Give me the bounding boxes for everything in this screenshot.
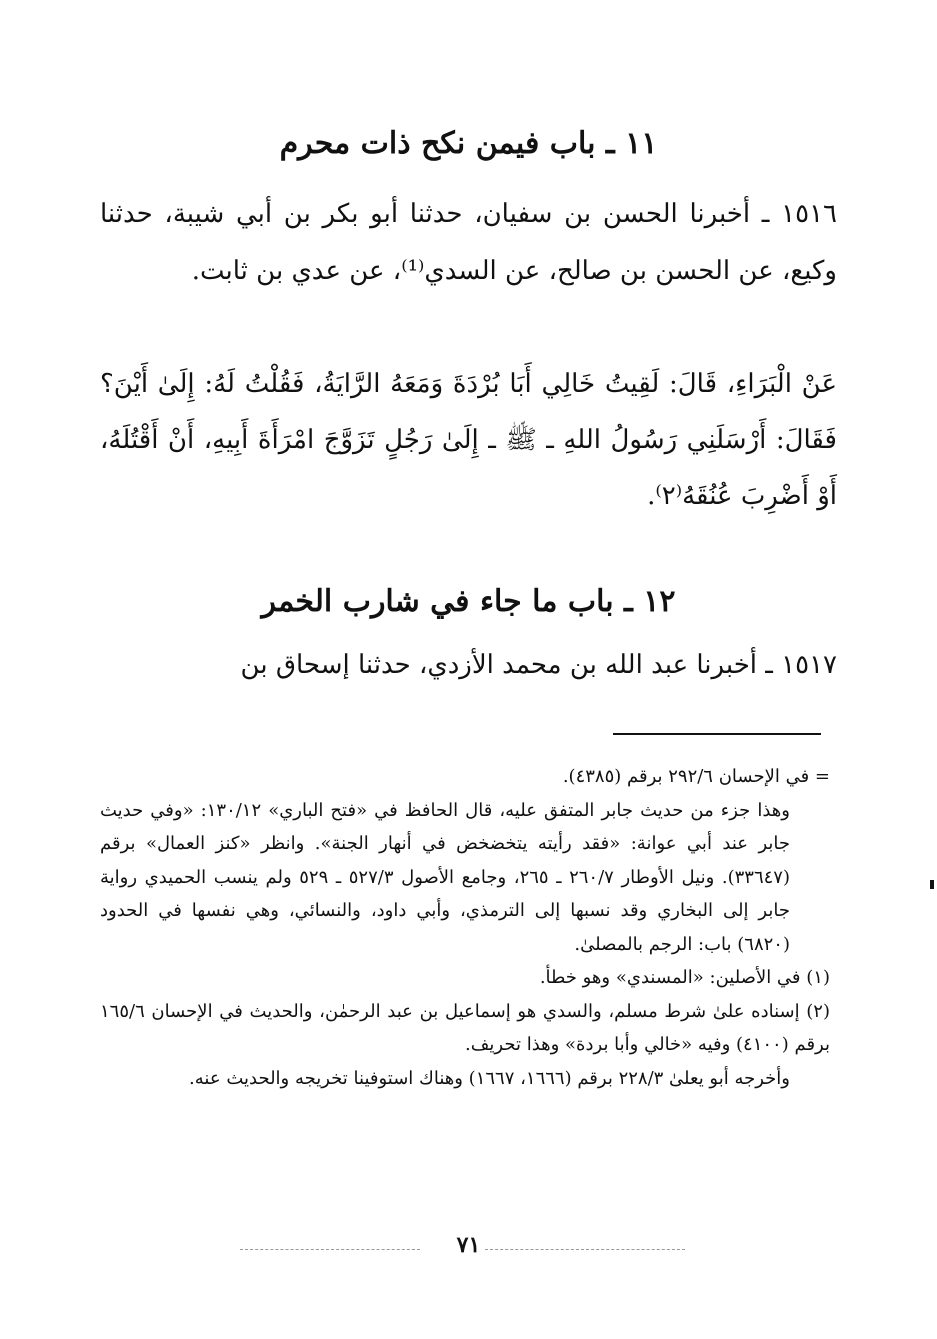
chapter-11-heading: ١١ ـ باب فيمن نكح ذات محرم — [279, 126, 658, 161]
footnote-2: (٢) إسناده علىٰ شرط مسلم، والسدي هو إسماعيل بن عبد الرحمٰن، والحديث في الإحسان ١٦٥/٦ برقم (٤١٠٠) وفيه «خالي وأبا بردة» وهذا تحريف. — [100, 1000, 830, 1055]
hadith-1517-isnad: ١٥١٧ ـ أخبرنا عبد الله بن محمد الأزدي، حدثنا إسحاق بن — [240, 650, 837, 680]
chapter-12-heading: ١٢ ـ باب ما جاء في شارب الخمر — [261, 584, 676, 619]
page-number: ٧١ — [456, 1232, 481, 1258]
scan-mark — [930, 880, 934, 889]
hadith-1516-isnad: ١٥١٦ ـ أخبرنا الحسن بن سفيان، حدثنا أبو بكر بن أبي شيبة، حدثنا وكيع، عن الحسن بن صالح، عن السدي⁽¹⁾، عن عدي بن ثابت. — [100, 199, 837, 286]
footnote-continuation: = في الإحسان ٢٩٢/٦ برقم (٤٣٨٥). — [562, 766, 830, 787]
footnote-separator — [613, 733, 821, 735]
footnote-continuation-text: وهذا جزء من حديث جابر المتفق عليه، قال الحافظ في «فتح الباري» ١٣٠/١٢: «وفي حديث جابر عند أبي عوانة: «فقد رأيته يتخضخض في أنهار الجنة». وانظر «كنز العمال» برقم (٣٣٦٤٧). ونيل الأوطار ٢٦٠/٧ ـ ٢٦٥، وجامع الأصول ٥٢٧/٣ ـ ٥٢٩ ولم ينسب الحميدي رواية جابر إلى البخاري وقد نسبها إلى الترمذي، وأبي داود، والنسائي، وهي نفسها في الحدود (٦٨٢٠) باب: الرجم بالمصلىٰ. — [100, 799, 790, 955]
footnote-2-continuation: وأخرجه أبو يعلىٰ ٢٢٨/٣ برقم (١٦٦٦، ١٦٦٧) وهناك استوفينا تخريجه والحديث عنه. — [189, 1067, 790, 1089]
footnote-1: (١) في الأصلين: «المسندي» وهو خطأ. — [539, 967, 830, 988]
footnotes — [100, 760, 830, 1095]
hadith-1516-matn: عَنْ الْبَرَاءِ، قَالَ: لَقِيتُ خَالِي أَبَا بُرْدَةَ وَمَعَهُ الرَّايَةُ، فَقُلْتُ لَهُ: إِلَىٰ أَيْنَ؟ فَقَالَ: أَرْسَلَنِي رَسُولُ اللهِ ـ ﷺ ـ إِلَىٰ رَجُلٍ تَزَوَّجَ امْرَأَةَ أَبِيهِ، أَنْ أَقْتُلَهُ، أَوْ أَضْرِبَ عُنُقَهُ⁽٢⁾. — [100, 369, 837, 511]
